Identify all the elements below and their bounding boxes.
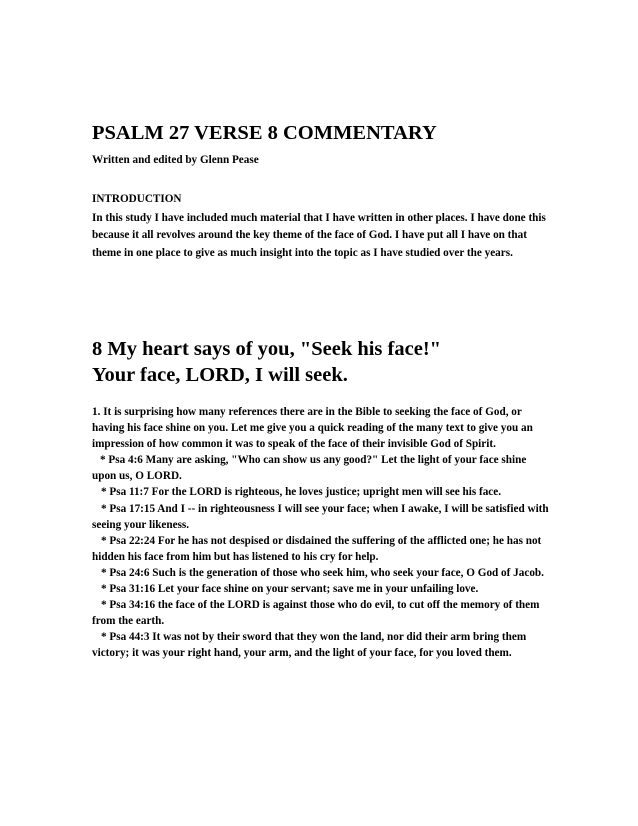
scripture-reference: * Psa 4:6 Many are asking, "Who can show us any good?" Let the light of your face shine upon us, O LORD. xyxy=(92,454,527,483)
scripture-reference: * Psa 44:3 It was not by their sword that they won the land, nor did their arm bring them victory; it was your right hand, your arm, and the light of your face, for you loved them. xyxy=(92,631,527,660)
scripture-reference: * Psa 17:15 And I -- in righteousness I will see your face; when I awake, I will be satisfied with seeing your likeness. xyxy=(92,502,549,531)
scripture-reference: * Psa 11:7 For the LORD is righteous, he loves justice; upright men will see his face. xyxy=(101,486,502,499)
introduction-paragraph: In this study I have included much material that I have written in other places. I have done this because it all revolves around the key theme of the face of God. I have put all I have on that theme in one place to give as much insight into the topic as I have studied over the years. xyxy=(92,212,546,259)
scripture-reference: * Psa 24:6 Such is the generation of those who seek him, who seek your face, O God of Jacob. xyxy=(101,566,544,579)
introduction-heading: INTRODUCTION xyxy=(92,193,182,205)
author-byline: Written and edited by Glenn Pease xyxy=(92,154,259,166)
scripture-reference: * Psa 22:24 For he has not despised or disdained the suffering of the afflicted one; he has not hidden his face from him but has listened to his cry for help. xyxy=(92,534,542,563)
point-1-paragraph: 1. It is surprising how many references there are in the Bible to seeking the face of God, or having his face shine on you. Let me give you a quick reading of the many text to give you an impression of how common it was to speak of the face of their invisible God of Spirit. xyxy=(92,406,533,451)
verse-line-2: Your face, LORD, I will seek. xyxy=(92,363,348,386)
commentary-body xyxy=(92,404,550,662)
verse-heading xyxy=(92,337,552,388)
document-title: PSALM 27 VERSE 8 COMMENTARY xyxy=(92,122,437,144)
verse-line-1: 8 My heart says of you, "Seek his face!" xyxy=(92,338,442,360)
scripture-reference: * Psa 34:16 the face of the LORD is against those who do evil, to cut off the memory of them from the earth. xyxy=(92,599,540,628)
scripture-reference: * Psa 31:16 Let your face shine on your servant; save me in your unfailing love. xyxy=(101,583,479,596)
